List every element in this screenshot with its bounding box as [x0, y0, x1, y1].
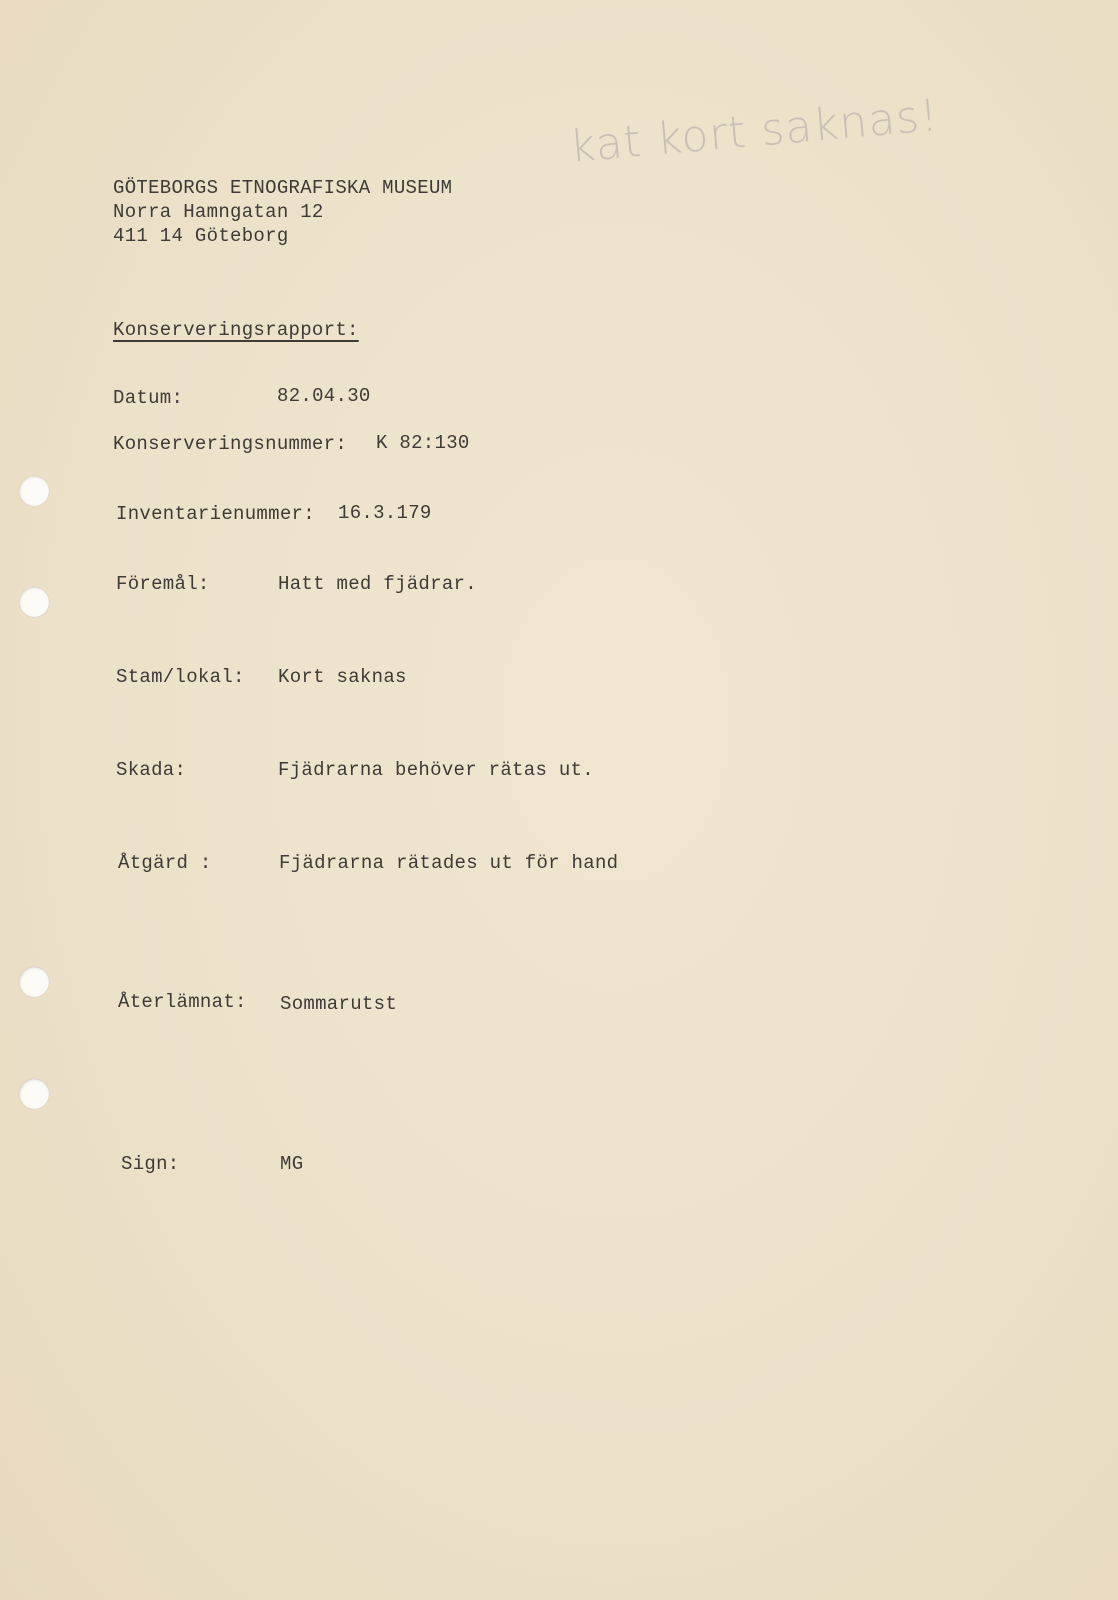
punch-hole	[19, 587, 49, 617]
datum-value: 82.04.30	[277, 385, 371, 407]
museum-name: GÖTEBORGS ETNOGRAFISKA MUSEUM	[113, 177, 453, 199]
foremal-value: Hatt med fjädrar.	[278, 573, 477, 595]
skada-value: Fjädrarna behöver rätas ut.	[278, 759, 594, 781]
atgard-label: Åtgärd :	[118, 852, 212, 874]
report-title: Konserveringsrapport:	[113, 319, 359, 341]
punch-hole	[19, 967, 49, 997]
punch-hole	[19, 476, 49, 506]
sign-label: Sign:	[121, 1153, 180, 1175]
handwritten-note: kat kort saknas!	[567, 89, 941, 173]
stam-lokal-label: Stam/lokal:	[116, 666, 245, 688]
datum-label: Datum:	[113, 387, 184, 409]
konserveringsnummer-value: K 82:130	[376, 432, 470, 454]
konserveringsnummer-label: Konserveringsnummer:	[113, 433, 348, 455]
aterlamnat-value: Sommarutst	[280, 993, 398, 1015]
street-address: Norra Hamngatan 12	[113, 201, 324, 223]
punch-hole	[19, 1079, 49, 1109]
inventarienummer-value: 16.3.179	[338, 502, 432, 524]
inventarienummer-label: Inventarienummer:	[116, 503, 315, 525]
foremal-label: Föremål:	[116, 573, 210, 595]
atgard-value: Fjädrarna rätades ut för hand	[279, 852, 619, 874]
sign-value: MG	[280, 1153, 304, 1175]
aterlamnat-label: Återlämnat:	[118, 991, 247, 1013]
skada-label: Skada:	[116, 759, 187, 781]
city-address: 411 14 Göteborg	[113, 225, 289, 247]
stam-lokal-value: Kort saknas	[278, 666, 407, 688]
